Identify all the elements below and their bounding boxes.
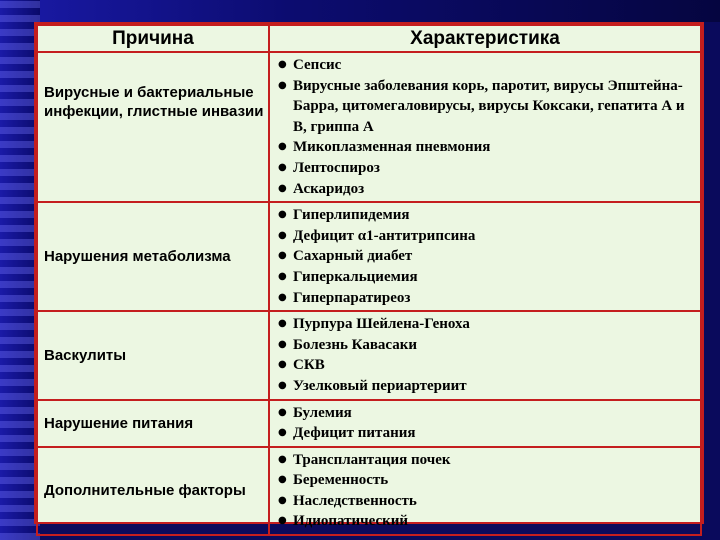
list-item: ● Дефицит α1-антитрипсина [276,226,700,247]
header-characteristic: Характеристика [269,25,701,52]
table-row [37,447,701,535]
list-item: ● Гиперлипидемия [276,205,700,226]
bullet-icon: ● [278,338,287,350]
bullet-icon: ● [278,161,287,173]
characteristics-cell [269,400,701,447]
list-item: ● Гиперпаратиреоз [276,288,700,309]
bullet-icon: ● [278,291,287,303]
list-item: ● Микоплазменная пневмония [276,137,700,158]
characteristics-cell [269,52,701,202]
characteristics-list [276,450,700,532]
bullet-icon: ● [278,453,287,465]
characteristics-list [276,403,700,444]
list-item: ● Беременность [276,470,700,491]
list-item: ● Сахарный диабет [276,246,700,267]
list-item: ● Сепсис [276,55,700,76]
bullet-icon: ● [278,515,287,527]
list-item: ● СКВ [276,355,700,376]
table-row [37,202,701,311]
table-row [37,52,701,202]
characteristics-cell [269,202,701,311]
list-item: ● Наследственность [276,491,700,512]
bullet-icon: ● [278,59,287,70]
list-item: ● Идиопатический [276,511,700,532]
bullet-icon: ● [278,318,287,330]
characteristics-list [276,55,700,199]
list-item: ● Дефицит питания [276,423,700,444]
bullet-icon: ● [278,359,287,371]
list-item: ● Булемия [276,403,700,424]
causes-table [36,24,702,536]
cause-cell: Васкулиты [37,311,269,399]
causes-table-frame [34,22,704,530]
bullet-icon: ● [278,250,287,262]
list-item: ● Лептоспироз [276,158,700,179]
list-item: ● Вирусные заболевания корь, паротит, вирусы Эпштейна-Барра, цитомегаловирусы, вирусы Коксаки, гепатита А и В, гриппа А [278,77,685,135]
list-item: ● Пурпура Шейлена-Геноха [276,314,700,335]
list-item: ● Узелковый периартериит [276,376,700,397]
bullet-icon: ● [278,229,287,241]
list-item: ● Гиперкальциемия [276,267,700,288]
cause-cell: Нарушение питания [37,400,269,447]
list-item: ● Болезнь Кавасаки [276,335,700,356]
bullet-icon: ● [278,182,287,194]
list-item: ● Аскаридоз [276,179,700,200]
bullet-icon: ● [278,427,287,439]
bullet-icon: ● [278,141,287,153]
bullet-icon: ● [278,406,287,418]
bullet-icon: ● [278,79,287,91]
cause-cell: Вирусные и бактериальные инфекции, глистные инвазии [37,52,269,202]
bullet-icon: ● [278,494,287,506]
bullet-icon: ● [278,270,287,282]
table-row [37,311,701,399]
table-row [37,400,701,447]
cause-cell: Нарушения метаболизма [37,202,269,311]
bullet-icon: ● [278,209,287,221]
cause-cell: Дополнительные факторы [37,447,269,535]
characteristics-cell [269,447,701,535]
header-cause: Причина [37,25,269,52]
characteristics-list [276,205,700,308]
bullet-icon: ● [278,379,287,391]
characteristics-cell [269,311,701,399]
list-item: ● Трансплантация почек [276,450,700,471]
characteristics-list [276,314,700,396]
bullet-icon: ● [278,474,287,486]
slide-background-top [0,0,720,22]
table-header-row [37,25,701,52]
